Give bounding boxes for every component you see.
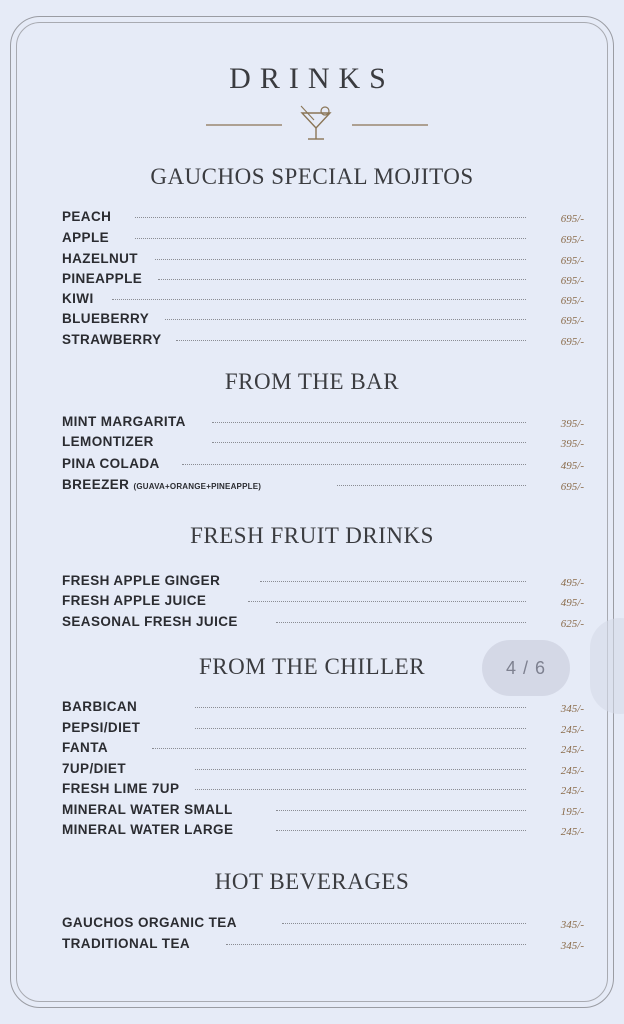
- item-name: 7UP/DIET: [62, 761, 126, 776]
- item-price: 495/-: [560, 460, 584, 472]
- section-title-hot-beverages: HOT BEVERAGES: [214, 869, 410, 894]
- item-price: 695/-: [560, 336, 584, 348]
- item-price: 495/-: [560, 577, 584, 589]
- item-name: BLUEBERRY: [62, 311, 150, 326]
- item-price: 395/-: [560, 438, 584, 450]
- menu-item: [62, 208, 584, 228]
- item-name: KIWI: [62, 291, 94, 306]
- menu-item: [62, 476, 584, 496]
- dotted-leader: [276, 622, 526, 623]
- menu-item: [62, 250, 584, 270]
- item-name: TRADITIONAL TEA: [62, 936, 190, 951]
- item-price: 245/-: [560, 826, 584, 838]
- menu-item: [62, 433, 584, 453]
- dotted-leader: [276, 830, 526, 831]
- dotted-leader: [276, 810, 526, 811]
- item-name: MINT MARGARITA: [62, 414, 186, 429]
- item-name: MINERAL WATER SMALL: [62, 802, 233, 817]
- menu-item: [62, 572, 584, 592]
- item-name: APPLE: [62, 230, 110, 245]
- menu-item: [62, 935, 584, 955]
- dotted-leader: [195, 707, 526, 708]
- item-name: PINEAPPLE: [62, 271, 143, 286]
- menu-item: [62, 592, 584, 612]
- item-name: FRESH LIME 7UP: [62, 781, 180, 796]
- section-title-fresh-fruit-drinks: FRESH FRUIT DRINKS: [190, 523, 434, 548]
- item-price: 245/-: [560, 785, 584, 797]
- menu-item: [62, 229, 584, 249]
- dotted-leader: [182, 464, 526, 465]
- item-price: 625/-: [560, 618, 584, 630]
- item-name: FANTA: [62, 740, 108, 755]
- item-price: 345/-: [560, 703, 584, 715]
- menu-item: [62, 739, 584, 759]
- menu-item: [62, 310, 584, 330]
- item-price: 345/-: [560, 940, 584, 952]
- item-name: BREEZER: [62, 477, 130, 492]
- dotted-leader: [158, 279, 526, 280]
- dotted-leader: [155, 259, 526, 260]
- dotted-leader: [165, 319, 526, 320]
- dotted-leader: [212, 442, 526, 443]
- item-price: 695/-: [560, 295, 584, 307]
- item-name: PEPSI/DIET: [62, 720, 141, 735]
- section-title-mojitos: GAUCHOS SPECIAL MOJITOS: [150, 164, 474, 189]
- dotted-leader: [260, 581, 526, 582]
- menu-item: [62, 270, 584, 290]
- menu-title: DRINKS: [229, 62, 395, 95]
- item-price: 195/-: [560, 806, 584, 818]
- item-price: 495/-: [560, 597, 584, 609]
- dotted-leader: [195, 728, 526, 729]
- dotted-leader: [112, 299, 526, 300]
- next-page-handle[interactable]: [590, 618, 624, 714]
- item-price: 695/-: [560, 315, 584, 327]
- dotted-leader: [212, 422, 526, 423]
- dotted-leader: [195, 769, 526, 770]
- menu-item: [62, 613, 584, 633]
- item-price: 395/-: [560, 418, 584, 430]
- item-price: 245/-: [560, 765, 584, 777]
- dotted-leader: [226, 944, 526, 945]
- item-name: STRAWBERRY: [62, 332, 162, 347]
- dotted-leader: [176, 340, 526, 341]
- item-name: PINA COLADA: [62, 456, 160, 471]
- item-name: HAZELNUT: [62, 251, 138, 266]
- item-price: 695/-: [560, 213, 584, 225]
- item-name: SEASONAL FRESH JUICE: [62, 614, 238, 629]
- item-name: PEACH: [62, 209, 112, 224]
- cocktail-glass-icon: [204, 104, 430, 144]
- item-name: FRESH APPLE GINGER: [62, 573, 221, 588]
- dotted-leader: [195, 789, 526, 790]
- menu-item: [62, 719, 584, 739]
- dotted-leader: [152, 748, 526, 749]
- item-price: 695/-: [560, 234, 584, 246]
- section-title-from-the-chiller: FROM THE CHILLER: [198, 654, 426, 679]
- item-price: 695/-: [560, 255, 584, 267]
- menu-item: [62, 821, 584, 841]
- menu-item: [62, 760, 584, 780]
- dotted-leader: [135, 217, 526, 218]
- menu-item: [62, 780, 584, 800]
- menu-item: [62, 801, 584, 821]
- item-price: 245/-: [560, 744, 584, 756]
- item-price: 695/-: [560, 481, 584, 493]
- dotted-leader: [248, 601, 526, 602]
- item-name: BARBICAN: [62, 699, 138, 714]
- dotted-leader: [282, 923, 526, 924]
- item-name: LEMONTIZER: [62, 434, 154, 449]
- item-name: GAUCHOS ORGANIC TEA: [62, 915, 237, 930]
- item-price: 245/-: [560, 724, 584, 736]
- menu-item: [62, 413, 584, 433]
- page-indicator: 4 / 6: [482, 640, 570, 696]
- menu-item: [62, 331, 584, 351]
- menu-item: [62, 455, 584, 475]
- menu-item: [62, 914, 584, 934]
- item-price: 345/-: [560, 919, 584, 931]
- item-note: (GUAVA+ORANGE+PINEAPPLE): [133, 482, 262, 491]
- dotted-leader: [135, 238, 526, 239]
- item-name: MINERAL WATER LARGE: [62, 822, 234, 837]
- item-price: 695/-: [560, 275, 584, 287]
- menu-item: [62, 290, 584, 310]
- section-title-from-the-bar: FROM THE BAR: [224, 369, 400, 394]
- dotted-leader: [337, 485, 526, 486]
- menu-item: [62, 698, 584, 718]
- item-name: FRESH APPLE JUICE: [62, 593, 207, 608]
